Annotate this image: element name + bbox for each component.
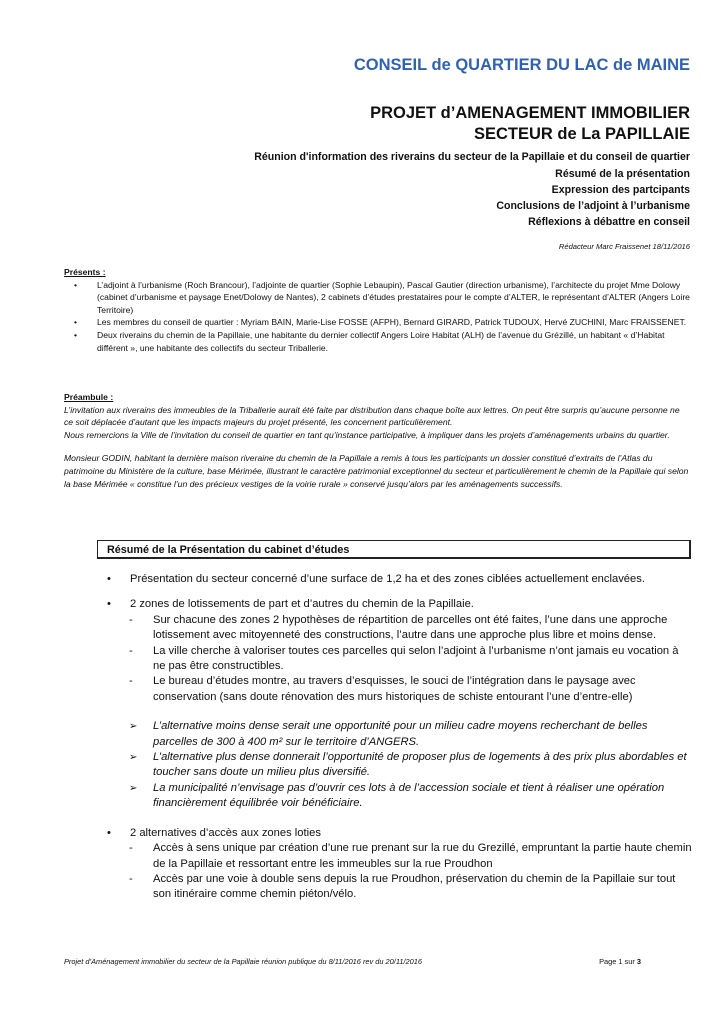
list-item: • Deux riverains du chemin de la Papillaie, une habitante du dernier collectif Angers Loire Habitat (ALH) de l’avenue du Grézillé, un habitant « d’Habitat différent », une habitante des collectifs du secteur Triballerie. [97,329,690,354]
list-item: • L’adjoint à l’urbanisme (Roch Brancour), l’adjointe de quartier (Sophie Lebaupin), Pascal Gautier (direction urbanisme), l’architecte du projet Mme Dolowy (cabinet d’urbanisme et paysage Enet/Dolowy de Nantes), 2 cabinets d’études prestataires pour le compte d’ALTER, le représentant d’ALTER (Angers Loire Territoire) [97,279,690,317]
subtitle-summary: Résumé de la présentation [555,168,690,180]
summary-arrow-item: ➢ L’alternative plus dense donnerait l’opportunité de proposer plus de logements à des prix plus abordables et toucher sans doute un milieu plus diversifié. [103,750,693,781]
footer-page-number [599,957,641,966]
subtitle-expression: Expression des partcipants [551,184,690,196]
presents-title: Présents : [64,267,106,277]
preambule-paragraph: Monsieur GODIN, habitant la dernière maison riveraine du chemin de la Papillaie a remis à tous les participants un dossier constitué d’extraits de l’Atlas du patrimoine du Ministère de la culture, base Mérimée, illustrant le caractère patrimonial exceptionnel du secteur et particulièrement le chemin de la Papillaie qui selon la base Mérimée « constitue l’un des précieux vestiges de la voirie rurale » conservé jusqu’alors par les aménagements successifs. [64,453,689,489]
summary-dash-item: - Accès par une voie à double sens depuis la rue Proudhon, préservation du chemin de la Papillaie sur tout son itinéraire comme chemin piéton/vélo. [103,872,693,903]
summary-dash-item: - Accès à sens unique par création d’une rue prenant sur la rue du Grezillé, empruntant la partie haute chemin de la Papillaie et ressortant entre les immeubles sur la rue Proudhon [103,841,693,872]
editor-line: Rédacteur Marc Fraissenet 18/11/2016 [558,242,690,251]
summary-dash-item: - Le bureau d’études montre, au travers d’esquisses, le souci de l’intégration dans le paysage avec conservation (sans doute rénovation des murs historiques de schiste entourant l’une d’entre-elle) [103,674,693,705]
preambule-paragraph: Nous remercions la Ville de l’invitation du conseil de quartier en tant qu’instance participative, à impliquer dans les projets d’aménagements urbains du quartier. [64,429,670,440]
page-total: 3 [636,957,641,966]
subtitle-meeting: Réunion d'information des riverains du secteur de la Papillaie et du conseil de quartier [254,151,690,163]
footer-document-info: Projet d’Aménagement immobilier du secteur de la Papillaie réunion publique du 8/11/2016 rev du 20/11/2016 [64,957,422,966]
preambule-section [64,391,690,490]
list-item: • Les membres du conseil de quartier : Myriam BAIN, Marie-Lise FOSSE (AFPH), Bernard GIRARD, Patrick TUDOUX, Hervé ZUCHINI, Marc FRAISSENET. [97,316,690,329]
summary-bullet: • Présentation du secteur concerné d’une surface de 1,2 ha et des zones ciblées actuellement enclavées. [103,572,693,587]
subtitle-reflections: Réflexions à débattre en conseil [528,216,690,228]
summary-dash-item: - Sur chacune des zones 2 hypothèses de répartition de parcelles ont été faites, l’une dans une approche lotissement avec mitoyenneté des constructions, l’autre dans une approche plus libre et moins dense. [103,613,693,644]
summary-bullet: • 2 zones de lotissements de part et d’autres du chemin de la Papillaie. [103,597,693,612]
subtitle-conclusions: Conclusions de l’adjoint à l’urbanisme [496,200,690,212]
sector-title: SECTEUR de La PAPILLAIE [473,125,690,143]
summary-content [103,572,693,903]
summary-bullet: • 2 alternatives d’accès aux zones loties [103,826,693,841]
presents-section [64,266,690,354]
presents-list [64,279,690,355]
summary-arrow-item: ➢ La municipalité n’envisage pas d’ouvrir ces lots à de l’accession sociale et tient à réaliser une opération financièrement équilibrée voir bénéficiaire. [103,781,693,812]
council-title: CONSEIL de QUARTIER DU LAC de MAINE [353,56,690,74]
page-prefix: Page 1 sur [599,957,637,966]
summary-section-header: Résumé de la Présentation du cabinet d’études [97,540,691,559]
summary-arrow-item: ➢ L’alternative moins dense serait une opportunité pour un milieu cadre moyens recherchant de belles parcelles de 300 à 400 m² sur le territoire d’ANGERS. [103,719,693,750]
preambule-title: Préambule : [64,392,114,402]
summary-dash-item: - La ville cherche à valoriser toutes ces parcelles qui selon l’adjoint à l’urbanisme n’ont jamais eu vocation à ne pas être constructibles. [103,644,693,675]
project-title: PROJET d’AMENAGEMENT IMMOBILIER [370,104,690,122]
preambule-paragraph: L’invitation aux riverains des immeubles de la Triballerie aurait été faite par distribution dans chaque boîte aux lettres. On peut être surpris qu’aucune personne ne ce soit déplacée d’autant que les impacts majeurs du projet présenté, les concernent particulièrement. [64,404,680,428]
